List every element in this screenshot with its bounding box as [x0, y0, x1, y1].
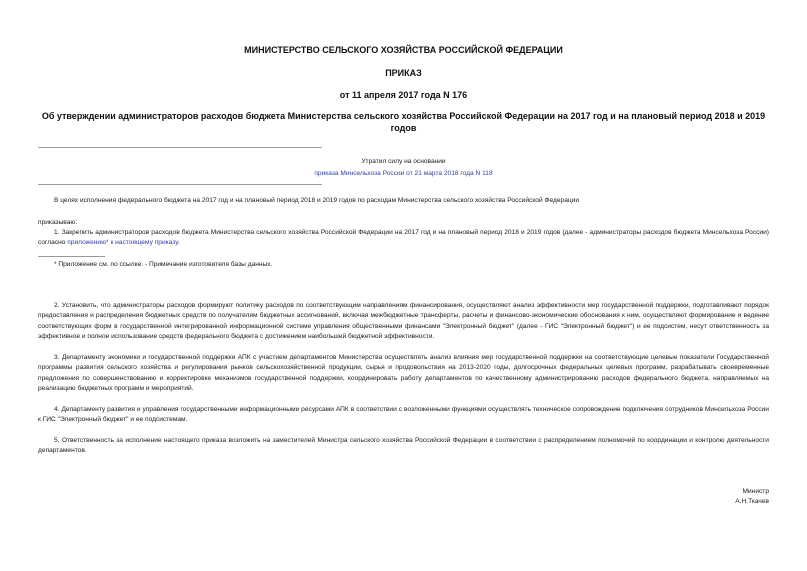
paragraph-5: 5. Ответственность за исполнение настоящего приказа возложить на заместителей Министра сельского хозяйства Российской Федерации в соответствии с распределением полномочий по координации и контролю деятельности департаментов. [38, 437, 769, 455]
status-link[interactable]: приказа Минсельхоза России от 21 марта 2018 года N 118 [314, 170, 493, 177]
doc-type-heading: ПРИКАЗ [385, 68, 422, 78]
signature-name: А.Н.Ткачев [735, 498, 769, 506]
paragraph-4: 4. Департаменту развития и управления государственными информационными ресурсами АПК в соответствии с возложенными функциями осуществлять техническое сопровождение подключения сотрудников Минсельхоза России к ГИС "Электронный бюджет" и ее подсистемам. [38, 406, 769, 424]
paragraph-1: 1. Закрепить администраторов расходов бюджета Министерства сельского хозяйства Российской Федерации на 2017 год и на плановый период 2018 и 2019 годов (далее - администраторы расходов бюджета Минсельхоза России) согласно приложению* к настоящему приказу. [38, 229, 769, 247]
paragraph-2: 2. Установить, что администраторы расходов формируют политику расходов по соответствующим направлениям финансирования, осуществляют анализ эффективности мер государственной поддержки, подготавливают порядок предоставления и распределения бюджетных средств по получателям бюджетных ассигнований, включая межбюджетные трансферты, расчеты и финансово-экономические обоснования к ним, осуществляют формирование и ведение соответствующих форм в государственной интегрированной информационной системе управления общественными финансами "Электронный бюджет" (далее - ГИС "Электронный бюджет") и ее подсистем, несут ответственность за эффективное и полное использование средств федерального бюджета с достижением наибольшей бюджетной эффективности. [38, 302, 769, 341]
order-word: приказываю: [38, 219, 78, 226]
footnote-rule [38, 256, 105, 257]
ministry-heading: МИНИСТЕРСТВО СЕЛЬСКОГО ХОЗЯЙСТВА РОССИЙСКОЙ ФЕДЕРАЦИИ [244, 45, 563, 55]
document-title: Об утверждении администраторов расходов бюджета Министерства сельского хозяйства Российской Федерации на 2017 год и на плановый период 2018 и 2019 годов [41, 111, 766, 133]
intro-paragraph: В целях исполнения федерального бюджета на 2017 год и на плановый период 2018 и 2019 годов по расходам Министерства сельского хозяйства Российской Федерации [54, 197, 579, 204]
footnote: * Приложение см. по ссылке. - Примечание изготовителя базы данных. [54, 261, 273, 268]
status-rule-top [38, 147, 322, 148]
appendix-link[interactable]: приложению* к настоящему приказу [67, 239, 178, 247]
status-rule-bottom [38, 184, 322, 185]
paragraph-3: 3. Департаменту экономики и государственной поддержки АПК с участием департаментов Министерства осуществлять анализ влияния мер государственной поддержки на соответствующие целевые показатели Государственной программы развития сельского хозяйства и регулирования рынков сельскохозяйственной продукции, сырья и продовольствия на 2013-2020 годы, долгосрочных федеральных целевых программ, разрабатывать своевременные предложения по совершенствованию и корректировке механизмов государственной поддержки, координировать работу департаментов по качественному администрированию расходов федерального бюджета, направляемых на реализацию бюджетных программ и мероприятий. [38, 354, 769, 393]
date-number-heading: от 11 апреля 2017 года N 176 [339, 90, 468, 100]
signature-position: Министр [742, 488, 769, 495]
signature-block [735, 487, 769, 508]
status-line: Утратил силу на основании [361, 158, 446, 165]
